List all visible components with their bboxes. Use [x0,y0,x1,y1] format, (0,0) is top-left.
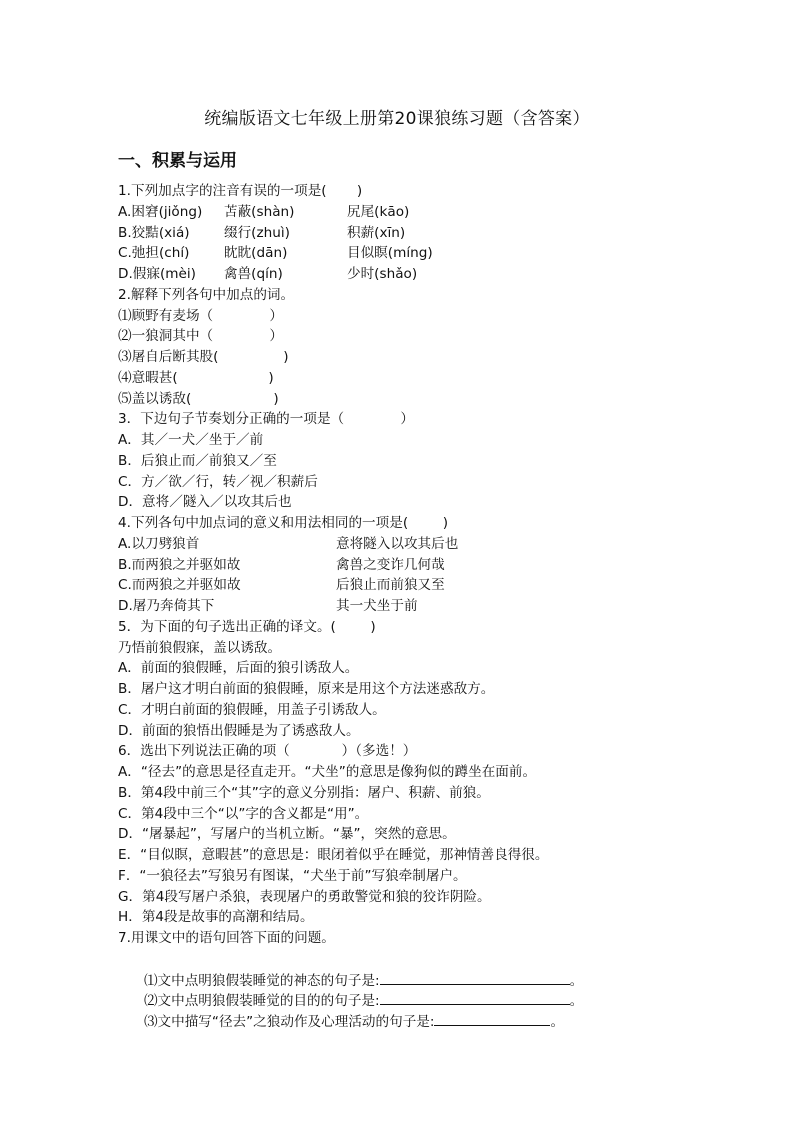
question-1-option-b: B.狡黠(xiá) 缀行(zhuì) 积薪(xīn) [118,224,406,241]
question-7-item: ⑵文中点明狼假装睡觉的目的的句子是: 。 [118,970,678,991]
question-3-option: B．后狼止而／前狼又／至 [118,452,277,469]
question-6-option: G．第4段写屠户杀狼，表现屠户的勇敢警觉和狼的狡诈阴险。 [118,888,491,905]
question-3-option: D．意将／隧入／以攻其后也 [118,494,292,511]
question-2-item: ⑴顾野有麦场（ ） [118,307,283,324]
answer-blank[interactable] [380,990,570,1005]
question-6-option: C．第4段中三个“以”字的含义都是“用”。 [118,805,369,822]
section-heading: 一、积累与运用 [118,151,237,171]
question-2-item: ⑷意暇甚( ) [118,369,274,386]
question-6-stem: 6．选出下列说法正确的项（ ）（多选！） [118,743,417,760]
question-7-item: ⑴文中点明狼假装睡觉的神态的句子是: 。 [118,949,678,970]
question-1-option-a: A.困窘(jiǒng) 苫蔽(shàn) 尻尾(kāo) [118,203,410,220]
question-1-option-c: C.弛担(chí) 眈眈(dān) 目似瞑(míng) [118,245,433,262]
question-5-sentence: 乃悟前狼假寐，盖以诱敌。 [118,639,282,656]
answer-blank[interactable] [434,1011,550,1026]
question-list [118,181,678,1030]
question-5-option: A．前面的狼假睡，后面的狼引诱敌人。 [118,660,359,677]
question-6-option: H．第4段是故事的高潮和结局。 [118,909,314,926]
answer-blank[interactable] [380,970,570,985]
question-4-stem: 4.下列各句中加点词的意义和用法相同的一项是( ) [118,515,449,531]
question-5-stem: 5．为下面的句子选出正确的译文。( ) [118,618,376,635]
question-6-option: A．“径去”的意思是径直走开。“犬坐”的意思是像狗似的蹲坐在面前。 [118,764,537,780]
question-1-stem: 1.下列加点字的注音有误的一项是( ) [118,183,363,199]
question-3-option: A．其／一犬／坐于／前 [118,432,264,448]
question-6-option: D．“屠暴起”，写屠户的当机立断。“暴”，突然的意思。 [118,826,456,843]
question-6-option: E．“目似瞑，意暇甚”的意思是：眼闭着似乎在睡觉，那神情善良得很。 [118,847,549,863]
question-7-stem: 7.用课文中的语句回答下面的问题。 [118,930,335,946]
question-4-option-d: D.屠乃奔倚其下 其一犬坐于前 [118,598,418,614]
question-2-stem: 2.解释下列各句中加点的词。 [118,286,295,303]
question-2-item: ⑸盖以诱敌( ) [118,390,279,407]
question-4-option-b: B.而两狼之并驱如故 禽兽之变诈几何哉 [118,556,445,573]
question-4-option-c: C.而两狼之并驱如故 后狼止而前狼又至 [118,577,445,594]
question-2-item: ⑶屠自后断其股( ) [118,349,289,365]
question-1-option-d: D.假寐(mèi) 禽兽(qín) 少时(shǎo) [118,266,418,282]
question-3-stem: 3．下边句子节奏划分正确的一项是（ ） [118,411,414,428]
question-2-item: ⑵一狼洞其中（ ） [118,328,283,345]
question-6-option: B．第4段中前三个“其”字的意义分别指：屠户、积薪、前狼。 [118,784,490,801]
question-5-option: D．前面的狼悟出假睡是为了诱惑敌人。 [118,722,360,739]
question-5-option: B．屠户这才明白前面的狼假睡，原来是用这个方法迷惑敌方。 [118,681,495,697]
question-5-option: C．才明白前面的狼假睡，用盖子引诱敌人。 [118,701,386,718]
page-title: 统编版语文七年级上册第20课狼练习题（含答案） [204,109,590,129]
question-3-option: C．方／欲／行，转／视／积薪后 [118,473,318,490]
question-7-item: ⑶文中描写“径去”之狼动作及心理活动的句子是: 。 [118,990,678,1011]
question-6-option: F．“一狼径去”写狼另有图谋，“犬坐于前”写狼牵制屠户。 [118,867,467,884]
question-4-option-a: A.以刀劈狼首 意将隧入以攻其后也 [118,535,459,552]
